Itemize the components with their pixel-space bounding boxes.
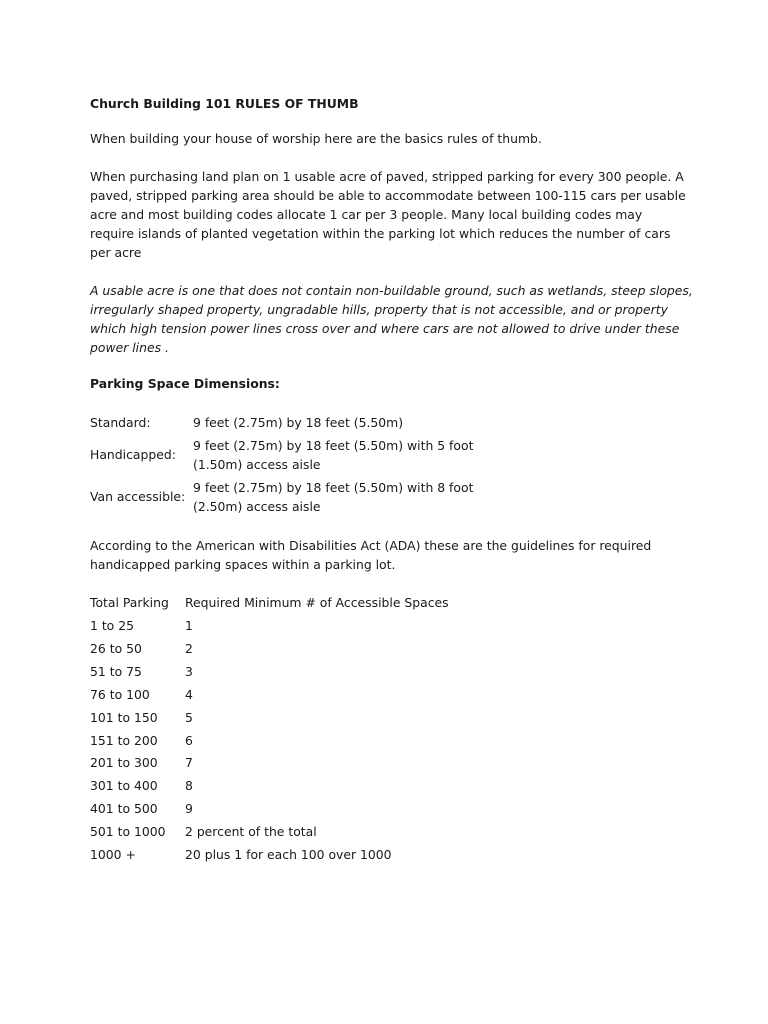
land-line: per acre <box>90 245 142 260</box>
ada-line: handicapped parking spaces within a parking lot. <box>90 557 396 572</box>
dimension-label-standard: Standard: <box>90 415 151 430</box>
note-line: which high tension power lines cross over and where cars are not allowed to drive under these <box>90 321 680 336</box>
dimension-value-handicapped <box>193 436 473 474</box>
land-line: require islands of planted vegetation within the parking lot which reduces the number of cars <box>90 226 671 241</box>
table-cell-required: 3 <box>185 664 193 679</box>
ada-line: According to the American with Disabilities Act (ADA) these are the guidelines for required <box>90 538 652 553</box>
table-cell-range: 26 to 50 <box>90 641 142 656</box>
ada-paragraph <box>90 536 651 574</box>
table-cell-range: 1000 + <box>90 847 136 862</box>
dimensions-heading: Parking Space Dimensions: <box>90 376 280 391</box>
table-cell-required: 6 <box>185 733 193 748</box>
table-cell-required: 8 <box>185 778 193 793</box>
table-cell-range: 201 to 300 <box>90 755 158 770</box>
table-cell-required: 5 <box>185 710 193 725</box>
table-cell-range: 51 to 75 <box>90 664 142 679</box>
table-cell-required: 20 plus 1 for each 100 over 1000 <box>185 847 392 862</box>
dimension-line: (2.50m) access aisle <box>193 499 321 514</box>
note-line: A usable acre is one that does not contain non-buildable ground, such as wetlands, steep slopes, <box>90 283 693 298</box>
table-header-total-parking: Total Parking <box>90 595 169 610</box>
table-cell-range: 501 to 1000 <box>90 824 166 839</box>
dimension-value-van-accessible <box>193 478 473 516</box>
dimension-label-van-accessible: Van accessible: <box>90 489 186 504</box>
land-line: acre and most building codes allocate 1 car per 3 people. Many local building codes may <box>90 207 643 222</box>
intro-text: When building your house of worship here are the basics rules of thumb. <box>90 131 542 146</box>
table-cell-required: 9 <box>185 801 193 816</box>
land-line: When purchasing land plan on 1 usable acre of paved, stripped parking for every 300 people. A <box>90 169 684 184</box>
note-line: power lines . <box>90 340 169 355</box>
table-cell-range: 151 to 200 <box>90 733 158 748</box>
dimension-line: 9 feet (2.75m) by 18 feet (5.50m) <box>193 415 404 430</box>
dimension-line: (1.50m) access aisle <box>193 457 321 472</box>
land-line: paved, stripped parking area should be able to accommodate between 100-115 cars per usable <box>90 188 686 203</box>
table-header-required-minimum: Required Minimum # of Accessible Spaces <box>185 595 449 610</box>
dimension-label-handicapped: Handicapped: <box>90 447 176 462</box>
table-cell-range: 101 to 150 <box>90 710 158 725</box>
table-cell-required: 1 <box>185 618 193 633</box>
dimension-line: 9 feet (2.75m) by 18 feet (5.50m) with 8 foot <box>193 480 474 495</box>
dimension-value-standard <box>193 413 403 432</box>
table-cell-range: 1 to 25 <box>90 618 134 633</box>
table-cell-range: 401 to 500 <box>90 801 158 816</box>
land-paragraph <box>90 167 686 262</box>
table-cell-required: 4 <box>185 687 193 702</box>
table-cell-range: 76 to 100 <box>90 687 150 702</box>
table-cell-required: 2 <box>185 641 193 656</box>
document-title: Church Building 101 RULES OF THUMB <box>90 96 359 111</box>
table-cell-required: 7 <box>185 755 193 770</box>
dimension-line: 9 feet (2.75m) by 18 feet (5.50m) with 5 foot <box>193 438 474 453</box>
table-cell-required: 2 percent of the total <box>185 824 317 839</box>
usable-acre-note <box>90 281 693 357</box>
table-cell-range: 301 to 400 <box>90 778 158 793</box>
note-line: irregularly shaped property, ungradable hills, property that is not accessible, and or property <box>90 302 668 317</box>
